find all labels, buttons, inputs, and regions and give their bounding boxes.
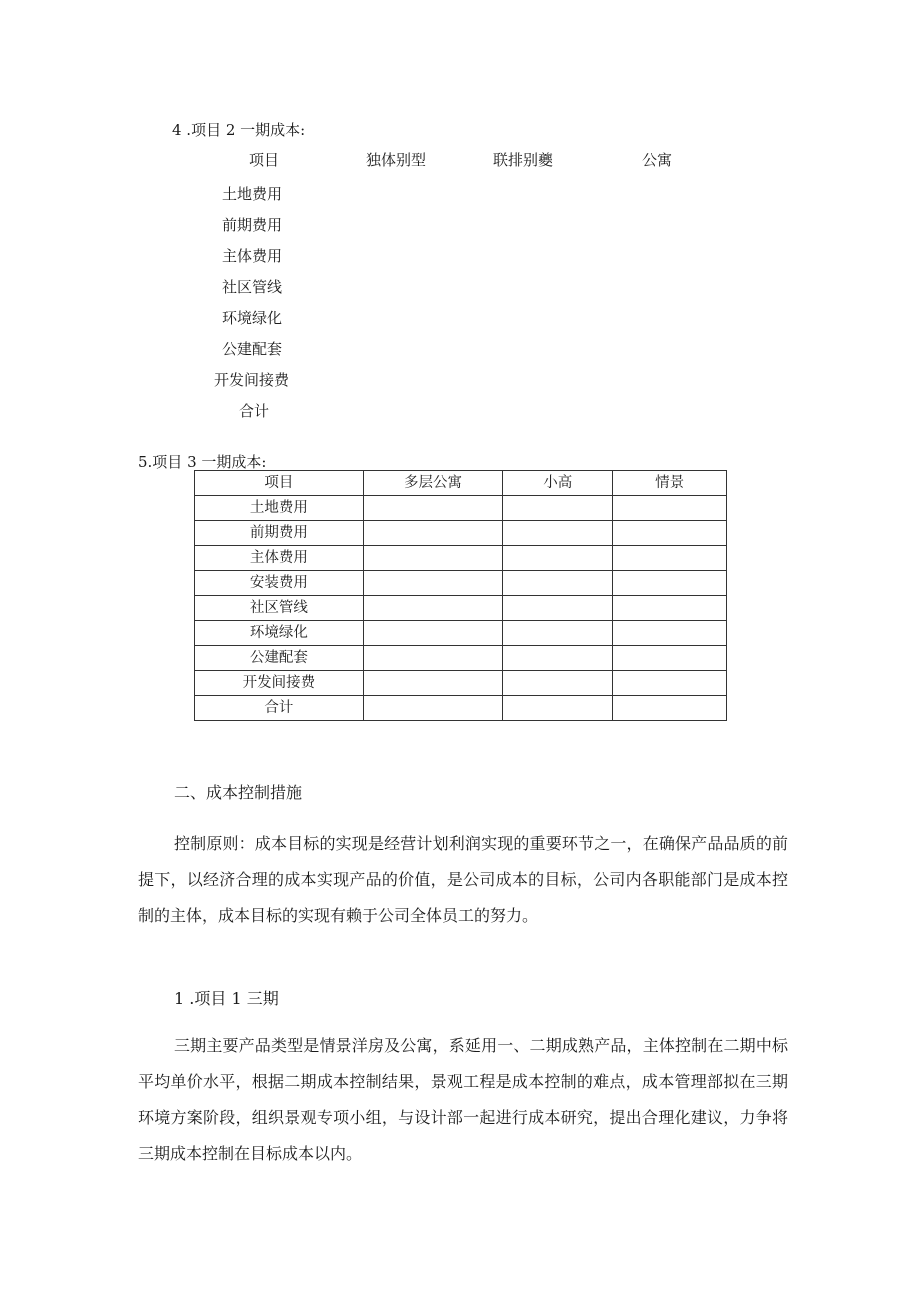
item1-heading: 1 .项目 1 三期 [174,989,279,1008]
value-cell[interactable] [503,521,613,546]
section4-col-item: 项目 [249,151,280,169]
section4-row-indirect: 开发间接费 [214,371,290,389]
value-cell[interactable] [363,571,503,596]
value-cell[interactable] [503,671,613,696]
value-cell[interactable] [363,696,503,721]
header-cell-small-highrise: 小高 [503,471,613,496]
table-row [195,596,727,621]
section4-row-preliminary: 前期费用 [222,216,283,234]
value-cell[interactable] [363,621,503,646]
control-principle-paragraph: 控制原则：成本目标的实现是经营计划利润实现的重要环节之一，在确保产品品质的前提下，以经济合理的成本实现产品的价值，是公司成本的目标，公司内各职能部门是成本控制的主体，成本目标的实现有赖于公司全体员工的努力。 [138,834,788,925]
row-label: 公建配套 [195,646,364,671]
section5-cost-table [194,470,727,721]
section4-row-greening: 环境绿化 [222,309,283,327]
row-label: 前期费用 [195,521,364,546]
header-cell-multistory: 多层公寓 [363,471,503,496]
value-cell[interactable] [363,521,503,546]
section4-row-public-facilities: 公建配套 [222,340,283,358]
value-cell[interactable] [613,546,727,571]
row-label: 环境绿化 [195,621,364,646]
section4-row-main: 主体费用 [222,247,283,265]
value-cell[interactable] [363,671,503,696]
value-cell[interactable] [613,621,727,646]
value-cell[interactable] [613,696,727,721]
value-cell[interactable] [503,496,613,521]
table-row [195,646,727,671]
table-row [195,696,727,721]
row-label: 开发间接费 [195,671,364,696]
value-cell[interactable] [613,521,727,546]
part2-heading: 二、成本控制措施 [174,783,303,802]
row-label: 社区管线 [195,596,364,621]
row-label: 安装费用 [195,571,364,596]
value-cell[interactable] [503,646,613,671]
table-row [195,671,727,696]
header-cell-item: 项目 [195,471,364,496]
table-row [195,521,727,546]
item1-paragraph: 三期主要产品类型是情景洋房及公寓，系延用一、二期成熟产品，主体控制在二期中标平均单价水平，根据二期成本控制结果，景观工程是成本控制的难点，成本管理部拟在三期环境方案阶段，组织景观专项小组，与设计部一起进行成本研究，提出合理化建议，力争将三期成本控制在目标成本以内。 [138,1036,788,1163]
value-cell[interactable] [613,596,727,621]
value-cell[interactable] [363,596,503,621]
section5-heading: 5.项目 3 一期成本: [138,453,267,471]
section4-row-land: 土地费用 [222,185,283,203]
table-header-row [195,471,727,496]
section4-heading: 4 .项目 2 一期成本: [172,121,306,139]
value-cell[interactable] [613,646,727,671]
value-cell[interactable] [363,496,503,521]
table-row [195,496,727,521]
value-cell[interactable] [503,696,613,721]
section4-col-apartment: 公寓 [642,151,673,169]
row-label: 土地费用 [195,496,364,521]
header-cell-scenic: 情景 [613,471,727,496]
value-cell[interactable] [613,496,727,521]
value-cell[interactable] [613,571,727,596]
section4-row-total: 合计 [239,402,270,420]
value-cell[interactable] [503,571,613,596]
row-label: 合计 [195,696,364,721]
table-row [195,621,727,646]
value-cell[interactable] [503,546,613,571]
value-cell[interactable] [503,621,613,646]
value-cell[interactable] [363,646,503,671]
table-row [195,571,727,596]
section4-row-pipeline: 社区管线 [222,278,283,296]
value-cell[interactable] [503,596,613,621]
value-cell[interactable] [363,546,503,571]
table-row [195,546,727,571]
section4-col-detached-villa: 独体别型 [366,151,427,169]
section4-col-townhouse: 联排别夔 [493,151,554,169]
row-label: 主体费用 [195,546,364,571]
value-cell[interactable] [613,671,727,696]
